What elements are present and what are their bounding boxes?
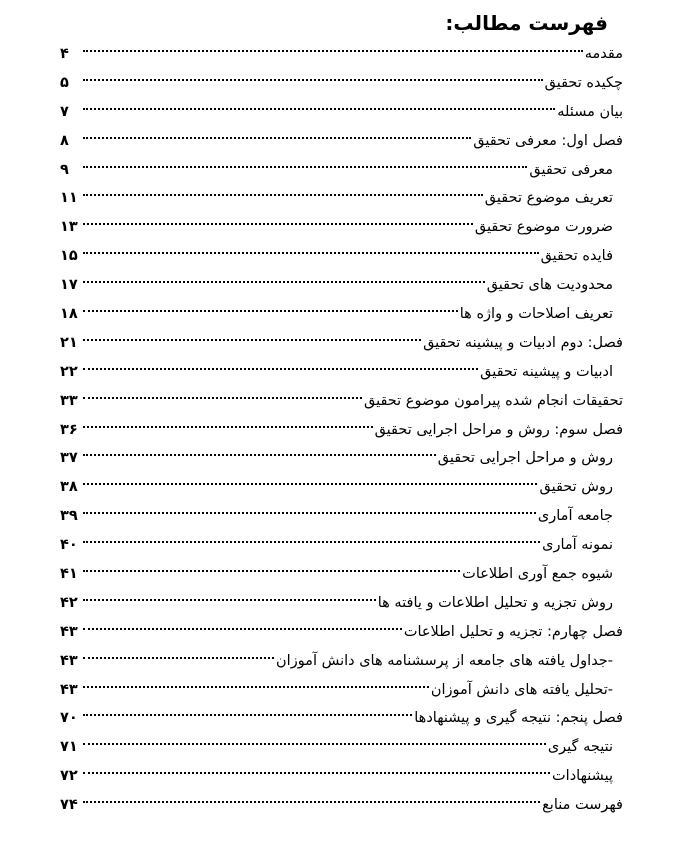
toc-entry [60, 560, 623, 589]
toc-entry-page-number: ۳۷ [60, 450, 78, 467]
toc-entry-title: چکیده تحقیق [544, 74, 623, 91]
toc-entry-title: ادبیات و پیشینه تحقیق [480, 363, 613, 380]
dot-leader [83, 426, 373, 428]
toc-entry [60, 704, 623, 733]
dot-leader [83, 339, 421, 341]
toc-entry [60, 184, 623, 213]
dot-leader [83, 79, 543, 81]
toc-entry-title: فصل اول: معرفی تحقیق [473, 132, 623, 149]
dot-leader [83, 686, 429, 688]
toc-entry-page-number: ۲۲ [60, 363, 78, 380]
dot-leader [83, 801, 540, 803]
toc-entry-page-number: ۱۳ [60, 219, 78, 236]
toc-entry [60, 791, 623, 820]
toc-entry-page-number: ۷۴ [60, 797, 78, 814]
toc-entry-title: روش تحقیق [539, 479, 613, 496]
toc-entry-page-number: ۴۳ [60, 652, 78, 669]
toc-entry-page-number: ۷۱ [60, 739, 78, 756]
toc-entry-page-number: ۹ [60, 161, 69, 178]
toc-entry-page-number: ۴۳ [60, 681, 78, 698]
toc-entry-title: فایده تحقیق [540, 248, 613, 265]
dot-leader [83, 570, 460, 572]
toc-title: فهرست مطالب: [445, 11, 608, 35]
toc-entry-title: روش و مراحل اجرایی تحقیق [437, 450, 613, 467]
toc-entry [60, 762, 623, 791]
toc-entry [60, 69, 623, 98]
dot-leader [83, 166, 527, 168]
toc-entry-title: -جداول یافته های جامعه از پرسشنامه های دانش آموزان [276, 652, 613, 669]
dot-leader [83, 310, 458, 312]
toc-entry [60, 733, 623, 762]
toc-entry [60, 271, 623, 300]
toc-entry-page-number: ۳۳ [60, 392, 78, 409]
toc-list [60, 40, 623, 820]
dot-leader [83, 397, 362, 399]
toc-entry [60, 127, 623, 156]
toc-entry-title: بیان مسئله [557, 103, 623, 120]
dot-leader [83, 541, 540, 543]
toc-entry [60, 502, 623, 531]
toc-entry [60, 387, 623, 416]
dot-leader [83, 137, 471, 139]
dot-leader [83, 108, 555, 110]
toc-entry-page-number: ۴۲ [60, 594, 78, 611]
dot-leader [83, 714, 412, 716]
toc-entry-title: فصل چهارم: تجزیه و تحلیل اطلاعات [403, 623, 623, 640]
toc-entry-page-number: ۲۱ [60, 334, 78, 351]
toc-entry [60, 358, 623, 387]
toc-entry [60, 676, 623, 705]
dot-leader [83, 281, 485, 283]
dot-leader [83, 368, 478, 370]
toc-entry-page-number: ۳۶ [60, 421, 78, 438]
toc-entry-page-number: ۴۰ [60, 537, 78, 554]
toc-entry-title: محدودیت های تحقیق [486, 277, 613, 294]
toc-entry [60, 40, 623, 69]
toc-entry-title: تعریف موضوع تحقیق [484, 190, 613, 207]
dot-leader [83, 194, 483, 196]
dot-leader [83, 628, 402, 630]
dot-leader [83, 599, 376, 601]
dot-leader [83, 772, 550, 774]
toc-entry-title: نتیجه گیری [547, 739, 613, 756]
toc-entry-title: -تحلیل یافته های دانش آموزان [430, 681, 613, 698]
toc-entry-page-number: ۱۸ [60, 306, 78, 323]
toc-entry [60, 618, 623, 647]
toc-entry-page-number: ۴۱ [60, 566, 78, 583]
dot-leader [83, 252, 539, 254]
toc-entry-page-number: ۷۰ [60, 710, 78, 727]
dot-leader [83, 483, 537, 485]
toc-entry-page-number: ۴ [60, 46, 69, 62]
toc-entry-title: پیشنهادات [552, 768, 613, 785]
toc-entry [60, 300, 623, 329]
toc-entry-title: جامعه آماری [537, 508, 613, 525]
toc-entry-page-number: ۷ [60, 103, 69, 120]
toc-entry [60, 531, 623, 560]
toc-entry-page-number: ۸ [60, 132, 69, 149]
toc-entry-page-number: ۳۸ [60, 479, 78, 496]
toc-entry-page-number: ۷۲ [60, 768, 78, 785]
toc-entry-page-number: ۱۵ [60, 248, 78, 265]
toc-entry-title: روش تجزیه و تحلیل اطلاعات و یافته ها [377, 594, 613, 611]
toc-entry [60, 647, 623, 676]
toc-entry [60, 98, 623, 127]
toc-entry [60, 242, 623, 271]
toc-entry-title: معرفی تحقیق [529, 161, 613, 178]
toc-entry-page-number: ۱۷ [60, 277, 78, 294]
toc-entry-title: فصل پنجم: نتیجه گیری و پیشنهادها [414, 710, 623, 727]
toc-entry-title: شیوه جمع آوری اطلاعات [462, 566, 613, 583]
toc-entry-title: ضرورت موضوع تحقیق [474, 219, 613, 236]
toc-entry [60, 473, 623, 502]
toc-entry-page-number: ۴۳ [60, 623, 78, 640]
dot-leader [83, 454, 436, 456]
toc-entry-title: مقدمه [584, 46, 623, 62]
toc-entry-title: فهرست منابع [542, 797, 623, 814]
toc-entry-title: نمونه آماری [542, 537, 613, 554]
toc-entry [60, 416, 623, 445]
toc-entry-page-number: ۳۹ [60, 508, 78, 525]
toc-entry-title: تحقیقات انجام شده پیرامون موضوع تحقیق [364, 392, 623, 409]
toc-entry-page-number: ۵ [60, 74, 69, 91]
toc-entry-title: فصل: دوم ادبیات و پیشینه تحقیق [423, 334, 623, 351]
dot-leader [83, 50, 583, 52]
toc-entry [60, 589, 623, 618]
toc-entry-title: فصل سوم: روش و مراحل اجرایی تحقیق [374, 421, 623, 438]
dot-leader [83, 512, 536, 514]
dot-leader [83, 223, 473, 225]
dot-leader [83, 657, 274, 659]
toc-entry-page-number: ۱۱ [60, 190, 78, 207]
toc-entry [60, 444, 623, 473]
dot-leader [83, 743, 546, 745]
toc-entry [60, 156, 623, 185]
toc-entry [60, 213, 623, 242]
toc-entry-title: تعریف اصلاحات و واژه ها [459, 306, 613, 323]
toc-entry [60, 329, 623, 358]
